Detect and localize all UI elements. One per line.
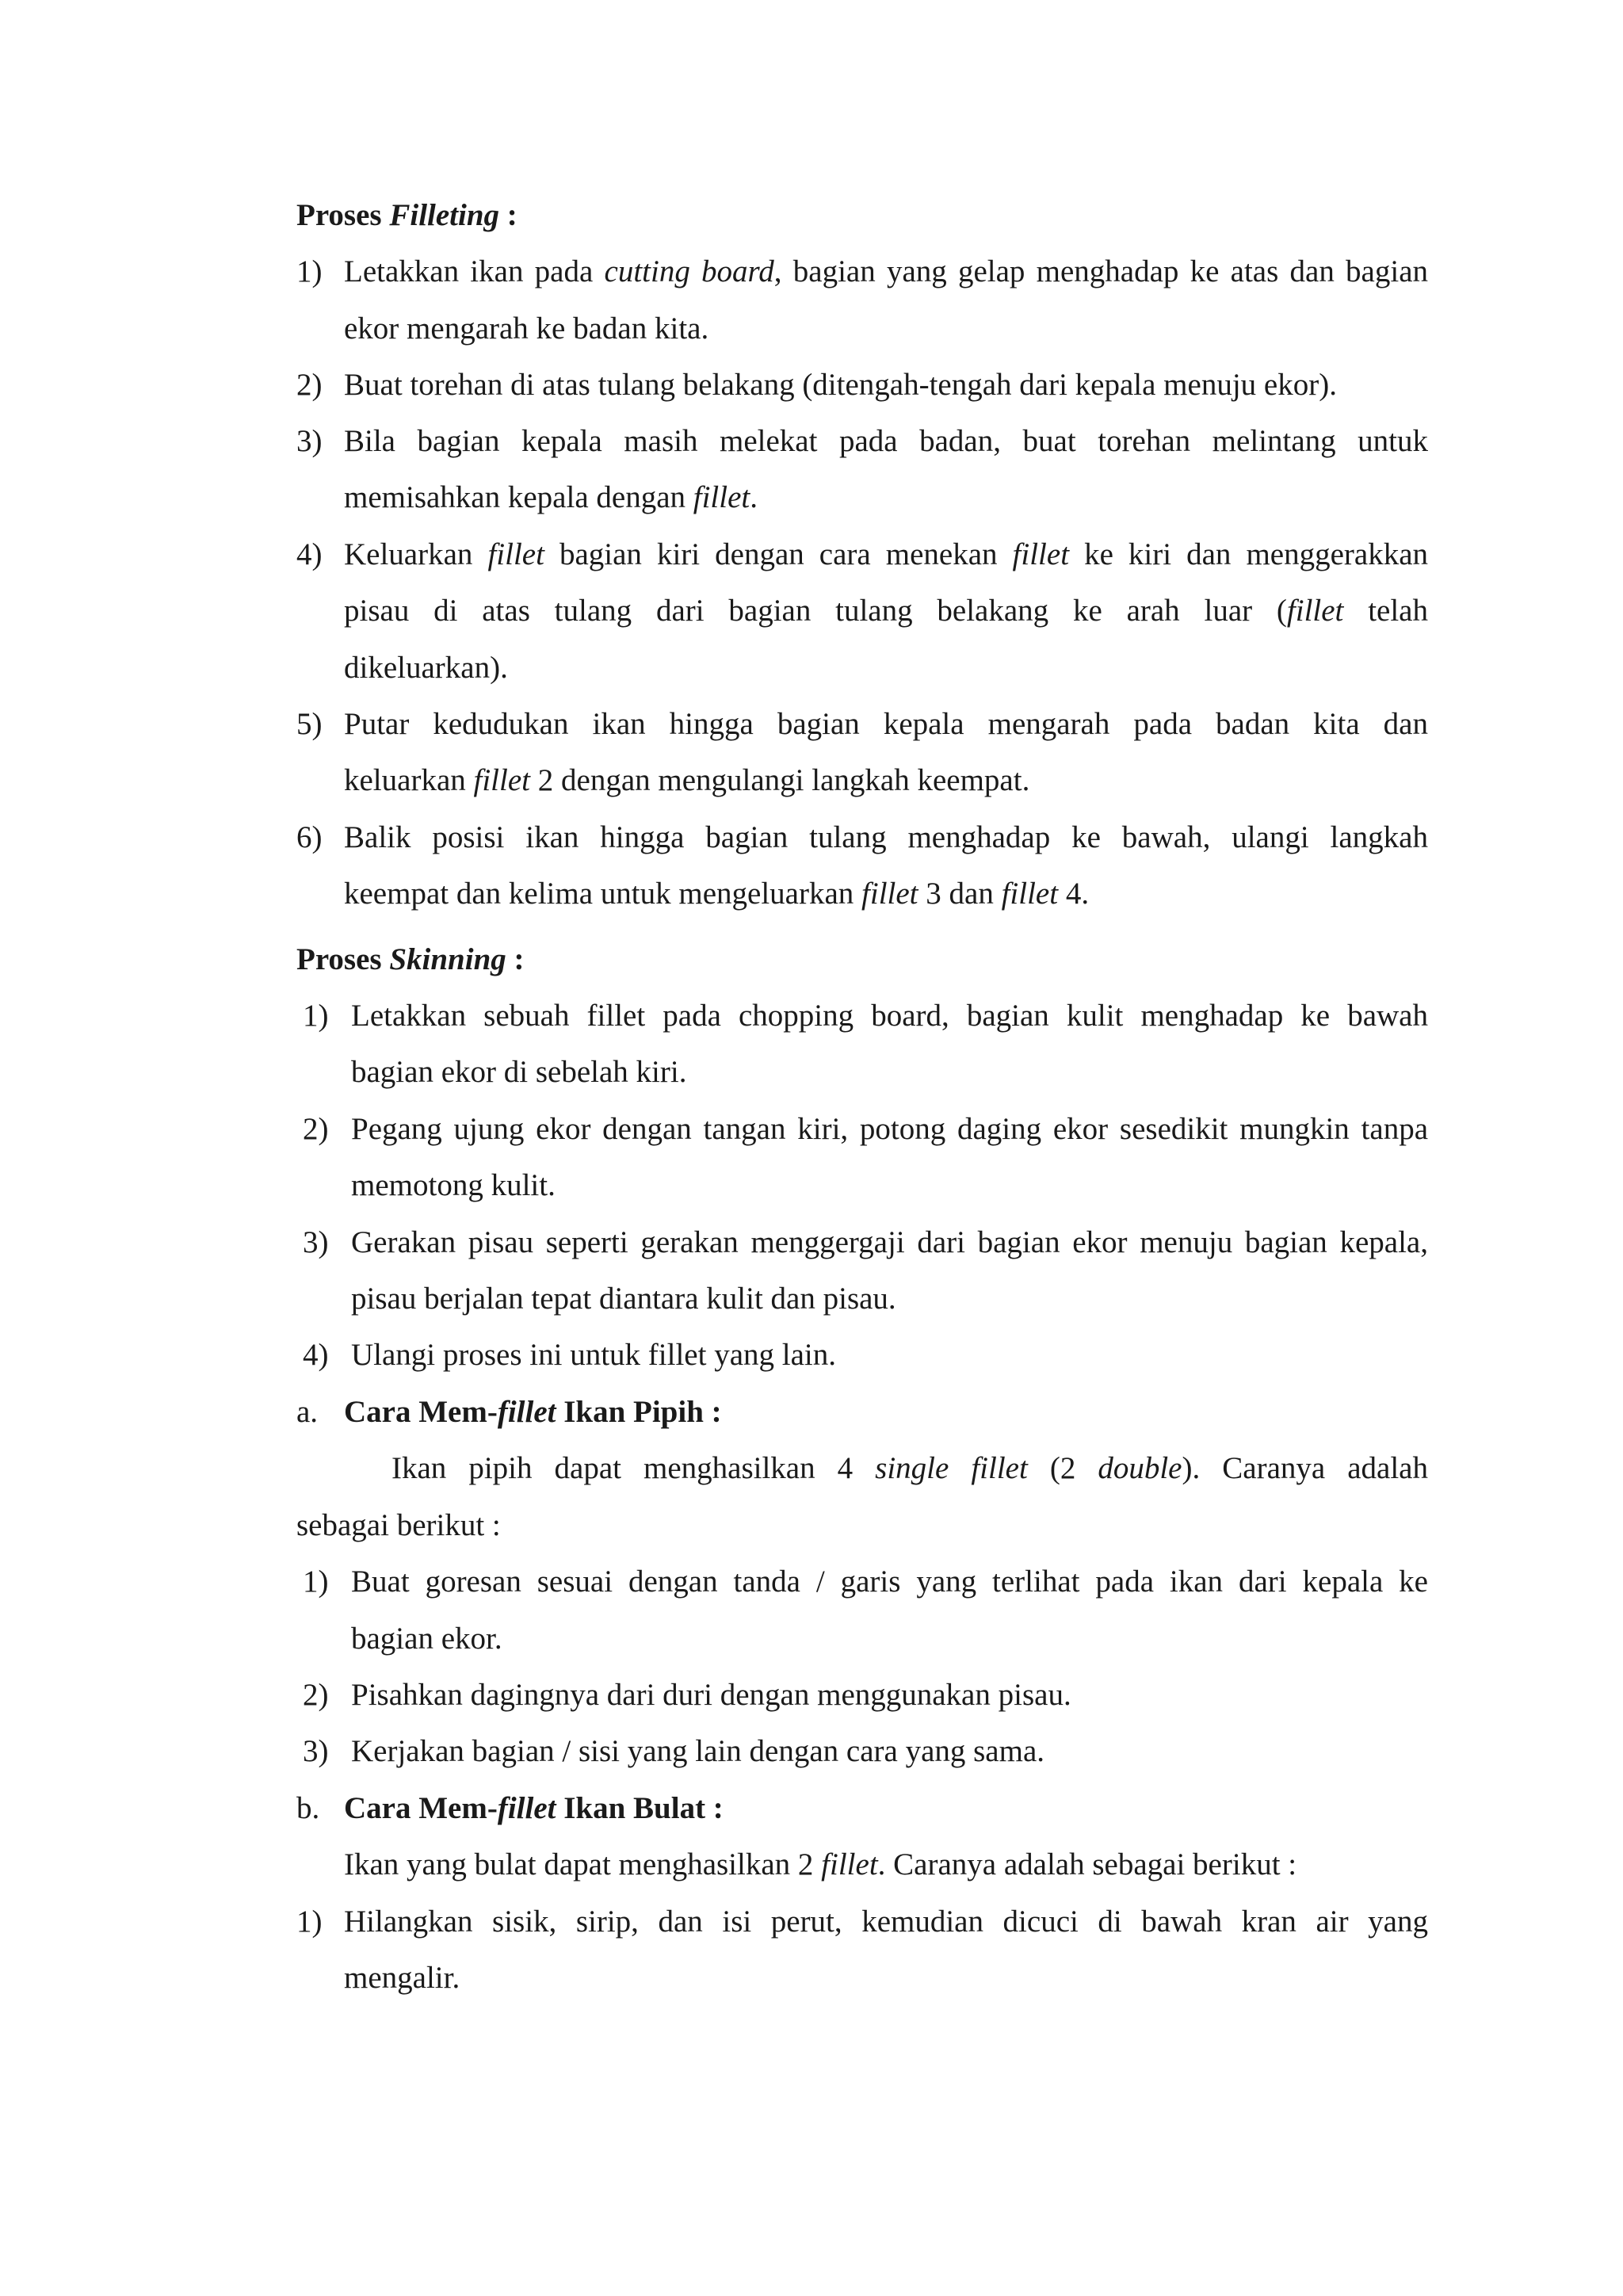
list-item-text: pisau di atas tulang dari bagian tulang belakang ke arah luar (fillet telah xyxy=(344,594,1428,628)
list-item-text: mengalir. xyxy=(344,1961,460,1995)
list-number: 4) xyxy=(296,537,323,571)
list-number: 3) xyxy=(303,1225,329,1259)
list-number: 3) xyxy=(296,424,323,458)
sub-section-letter: b. xyxy=(296,1791,320,1825)
list-number: 6) xyxy=(296,820,323,854)
list-item-text: dikeluarkan). xyxy=(344,651,508,685)
list-item-text: Hilangkan sisik, sirip, dan isi perut, kemudian dicuci di bawah kran air yang xyxy=(344,1904,1428,1939)
list-item-text: Keluarkan fillet bagian kiri dengan cara menekan fillet ke kiri dan menggerakkan xyxy=(344,537,1429,571)
list-number: 3) xyxy=(303,1734,329,1768)
list-number: 1) xyxy=(303,1564,329,1599)
list-item-text: memisahkan kepala dengan fillet. xyxy=(344,480,758,514)
section-heading-filleting: Proses Filleting : xyxy=(296,198,517,232)
list-item-text: Balik posisi ikan hingga bagian tulang menghadap ke bawah, ulangi langkah xyxy=(344,820,1428,854)
list-item-text: Letakkan ikan pada cutting board, bagian yang gelap menghadap ke atas dan bagian xyxy=(344,254,1429,288)
list-item-text: Ulangi proses ini untuk fillet yang lain. xyxy=(351,1338,836,1372)
list-number: 2) xyxy=(303,1112,329,1146)
list-item-text: ekor mengarah ke badan kita. xyxy=(344,311,709,346)
list-item-text: keluarkan fillet 2 dengan mengulangi langkah keempat. xyxy=(344,763,1030,797)
list-number: 2) xyxy=(303,1678,329,1712)
list-item-text: bagian ekor di sebelah kiri. xyxy=(351,1055,687,1089)
paragraph-text: Ikan pipih dapat menghasilkan 4 single fillet (2 double). Caranya adalah xyxy=(391,1451,1428,1485)
list-item-text: Buat goresan sesuai dengan tanda / garis yang terlihat pada ikan dari kepala ke xyxy=(351,1564,1428,1599)
paragraph-text: Ikan yang bulat dapat menghasilkan 2 fillet. Caranya adalah sebagai berikut : xyxy=(344,1847,1297,1881)
list-item-text: pisau berjalan tepat diantara kulit dan pisau. xyxy=(351,1282,896,1316)
list-number: 1) xyxy=(296,254,323,288)
list-item-text: Pisahkan dagingnya dari duri dengan menggunakan pisau. xyxy=(351,1678,1071,1712)
list-number: 5) xyxy=(296,707,323,741)
list-item-text: Gerakan pisau seperti gerakan menggergaji dari bagian ekor menuju bagian kepala, xyxy=(351,1225,1428,1259)
list-item-text: Pegang ujung ekor dengan tangan kiri, potong daging ekor sesedikit mungkin tanpa xyxy=(351,1112,1428,1146)
list-item-text: Putar kedudukan ikan hingga bagian kepala mengarah pada badan kita dan xyxy=(344,707,1428,741)
list-number: 1) xyxy=(303,999,329,1033)
list-item-text: memotong kulit. xyxy=(351,1168,556,1202)
list-number: 4) xyxy=(303,1338,329,1372)
section-heading-skinning: Proses Skinning : xyxy=(296,942,525,976)
paragraph-text: sebagai berikut : xyxy=(296,1508,501,1542)
list-item-text: Kerjakan bagian / sisi yang lain dengan cara yang sama. xyxy=(351,1734,1045,1768)
list-item-text: Letakkan sebuah fillet pada chopping board, bagian kulit menghadap ke bawah xyxy=(351,999,1428,1033)
sub-section-heading-bulat: Cara Mem-fillet Ikan Bulat : xyxy=(344,1791,724,1825)
list-number: 2) xyxy=(296,368,323,402)
list-item-text: keempat dan kelima untuk mengeluarkan fillet 3 dan fillet 4. xyxy=(344,877,1090,911)
list-item-text: Bila bagian kepala masih melekat pada badan, buat torehan melintang untuk xyxy=(344,424,1428,458)
sub-section-letter: a. xyxy=(296,1395,319,1429)
sub-section-heading-pipih: Cara Mem-fillet Ikan Pipih : xyxy=(344,1395,722,1429)
list-item-text: Buat torehan di atas tulang belakang (ditengah-tengah dari kepala menuju ekor). xyxy=(344,368,1337,402)
list-item-text: bagian ekor. xyxy=(351,1622,502,1656)
list-number: 1) xyxy=(296,1904,323,1939)
